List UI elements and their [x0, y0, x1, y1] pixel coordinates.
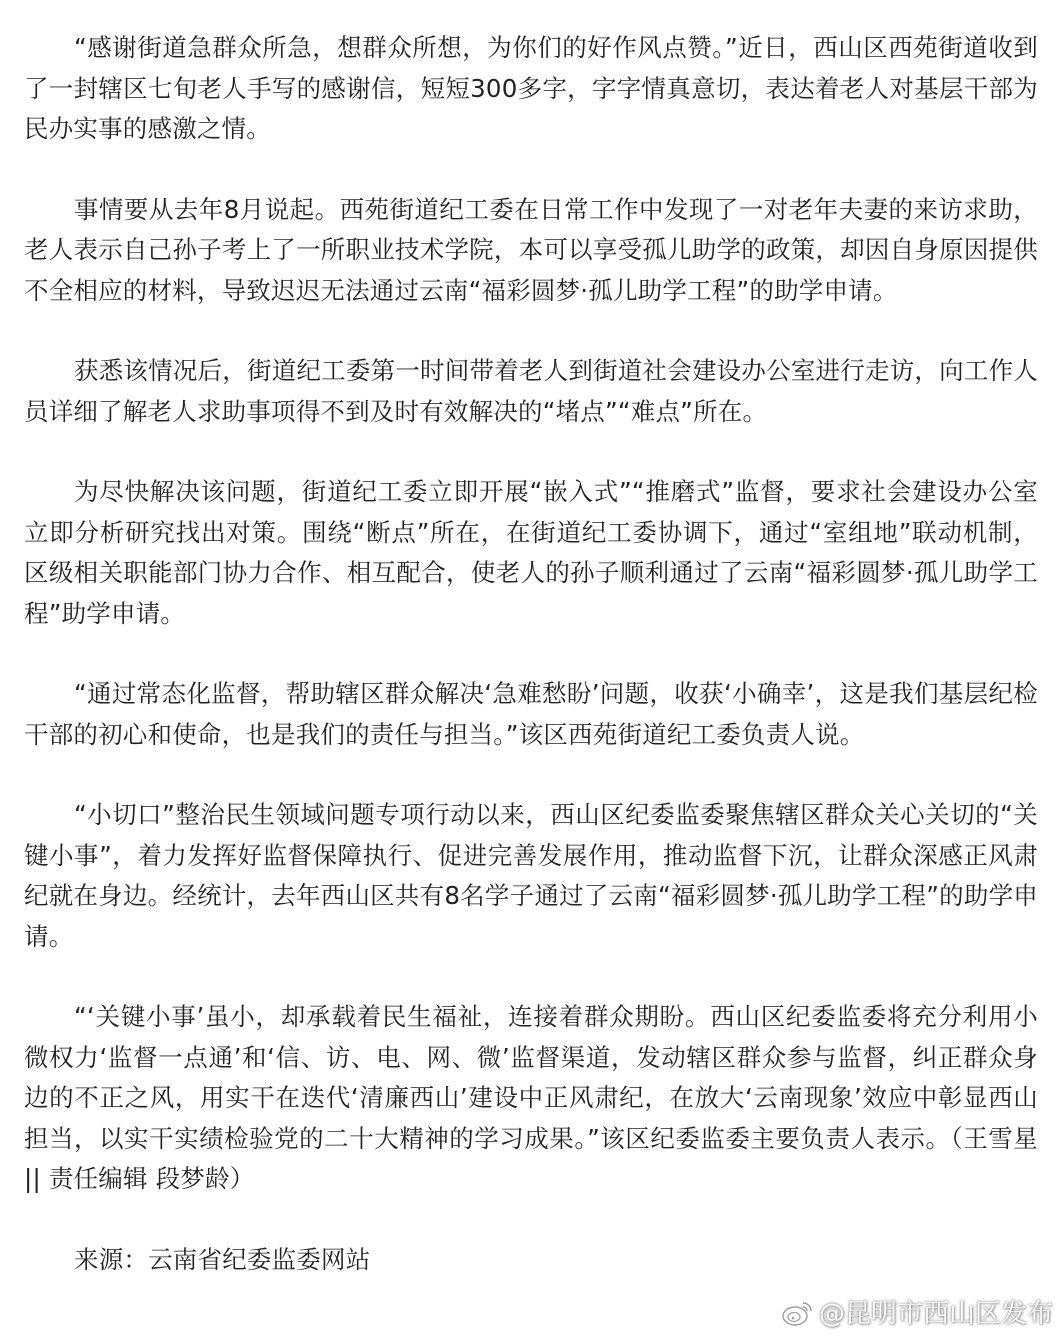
paragraph-background: 事情要从去年8月说起。西苑街道纪工委在日常工作中发现了一对老年夫妻的来访求助，老人表示自己孙子考上了一所职业技术学院，本可以享受孤儿助学的政策，却因自身原因提供不全相应的材料，导致迟迟无法通过云南“福彩圆梦·孤儿助学工程”的助学申请。: [24, 194, 1038, 305]
article-source: 来源：云南省纪委监委网站: [74, 1244, 371, 1274]
weibo-watermark: [781, 1293, 1053, 1330]
paragraph-resolution: 为尽快解决该问题，街道纪工委立即开展“嵌入式”“推磨式”监督，要求社会建设办公室立即分析研究找出对策。围绕“断点”所在，在街道纪工委协调下，通过“室组地”联动机制，区级相关职能部门协力合作、相互配合，使老人的孙子顺利通过了云南“福彩圆梦·孤儿助学工程”助学申请。: [24, 477, 1038, 628]
watermark-text: @昆明市西山区发布: [818, 1299, 1053, 1329]
paragraph-investigation: 获悉该情况后，街道纪工委第一时间带着老人到街道社会建设办公室进行走访，向工作人员详细了解老人求助事项得不到及时有效解决的“堵点”“难点”所在。: [24, 356, 1038, 426]
paragraph-thank-you-letter: “感谢街道急群众所急，想群众所想，为你们的好作风点赞。”近日，西山区西苑街道收到了一封辖区七旬老人手写的感谢信，短短300多字，字字情真意切，表达着老人对基层干部为民办实事的感激之情。: [24, 33, 1038, 143]
article-body: [24, 28, 1038, 1320]
weibo-icon: [781, 1297, 815, 1327]
paragraph-campaign-summary: “小切口”整治民生领域问题专项行动以来，西山区纪委监委聚焦辖区群众关心关切的“关键小事”，着力发挥好监督保障执行、促进完善发展作用，推动监督下沉，让群众深感正风肃纪就在身边。经统计，去年西山区共有8名学子通过了云南“福彩圆梦·孤儿助学工程”的助学申请。: [24, 800, 1038, 951]
paragraph-closing-quote: “‘关键小事’虽小，却承载着民生福祉，连接着群众期盼。西山区纪委监委将充分利用小微权力‘监督一点通’和‘信、访、电、网、微’监督渠道，发动辖区群众参与监督，纠正群众身边的不正之风，用实干在迭代‘清廉西山’建设中正风肃纪，在放大‘云南现象’效应中彰显西山担当，以实干实绩检验党的二十大精神的学习成果。”该区纪委监委主要负责人表示。（王雪星 || 责任编辑 段梦龄）: [24, 1002, 1038, 1193]
paragraph-official-quote: “通过常态化监督，帮助辖区群众解决‘急难愁盼’问题，收获‘小确幸’，这是我们基层纪检干部的初心和使命，也是我们的责任与担当。”该区西苑街道纪工委负责人说。: [24, 679, 1038, 749]
